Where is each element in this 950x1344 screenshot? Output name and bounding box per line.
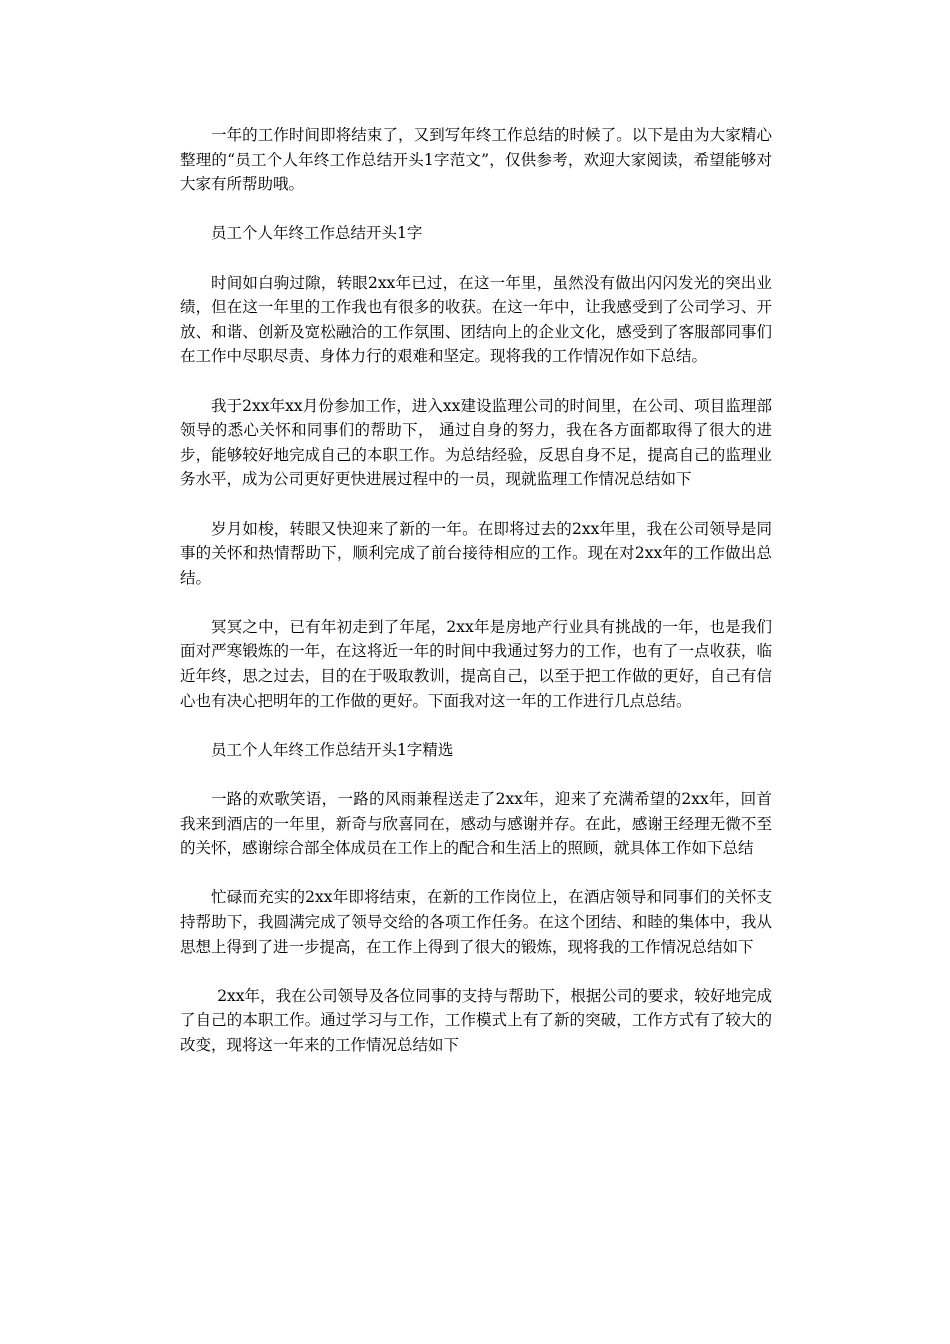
body-paragraph-5: 一路的欢歌笑语，一路的风雨兼程送走了2xx年，迎来了充满希望的2xx年，回首我来到酒店的一年里，新奇与欣喜同在，感动与感谢并存。在此，感谢王经理无微不至的关怀，感谢综合部全体成员在工作上的配合和生活上的照顾，就具体工作如下总结 bbox=[180, 790, 772, 858]
document-body bbox=[180, 123, 772, 1082]
body-paragraph-1: 时间如白驹过隙，转眼2xx年已过，在这一年里，虽然没有做出闪闪发光的突出业绩，但在这一年里的工作我也有很多的收获。在这一年中，让我感受到了公司学习、开放、和谐、创新及宽松融洽的工作氛围、团结向上的企业文化，感受到了客服部同事们在工作中尽职尽责、身体力行的艰难和坚定。现将我的工作情况作如下总结。 bbox=[180, 273, 772, 366]
body-paragraph-2: 我于2xx年xx月份参加工作，进入xx建设监理公司的时间里，在公司、项目监理部领导的悉心关怀和同事们的帮助下， 通过自身的努力，我在各方面都取得了很大的进步，能够较好地完成自己的本职工作。为总结经验，反思自身不足，提高自己的监理业务水平，成为公司更好更快进展过程中的一员，现就监理工作情况总结如下 bbox=[180, 396, 772, 489]
section-heading-2: 员工个人年终工作总结开头1字精选 bbox=[211, 740, 454, 759]
body-paragraph-6: 忙碌而充实的2xx年即将结束，在新的工作岗位上，在酒店领导和同事们的关怀支持帮助下，我圆满完成了领导交给的各项工作任务。在这个团结、和睦的集体中，我从思想上得到了进一步提高，在工作上得到了很大的锻炼，现将我的工作情况总结如下 bbox=[180, 888, 772, 956]
section-heading-1: 员工个人年终工作总结开头1字 bbox=[211, 224, 423, 243]
body-paragraph-4: 冥冥之中，已有年初走到了年尾，2xx年是房地产行业具有挑战的一年，也是我们面对严寒锻炼的一年，在这将近一年的时间中我通过努力的工作，也有了一点收获，临近年终，思之过去，目的在于吸取教训，提高自己，以至于把工作做的更好，自己有信心也有决心把明年的工作做的更好。下面我对这一年的工作进行几点总结。 bbox=[180, 617, 772, 710]
intro-paragraph: 一年的工作时间即将结束了，又到写年终工作总结的时候了。以下是由为大家精心整理的“员工个人年终工作总结开头1字范文”，仅供参考，欢迎大家阅读，希望能够对大家有所帮助哦。 bbox=[180, 126, 772, 194]
body-paragraph-7: 2xx年，我在公司领导及各位同事的支持与帮助下，根据公司的要求，较好地完成了自己的本职工作。通过学习与工作，工作模式上有了新的突破，工作方式有了较大的改变，现将这一年来的工作情况总结如下 bbox=[180, 986, 772, 1054]
body-paragraph-3: 岁月如梭，转眼又快迎来了新的一年。在即将过去的2xx年里，我在公司领导是同事的关怀和热情帮助下，顺利完成了前台接待相应的工作。现在对2xx年的工作做出总结。 bbox=[180, 519, 772, 587]
